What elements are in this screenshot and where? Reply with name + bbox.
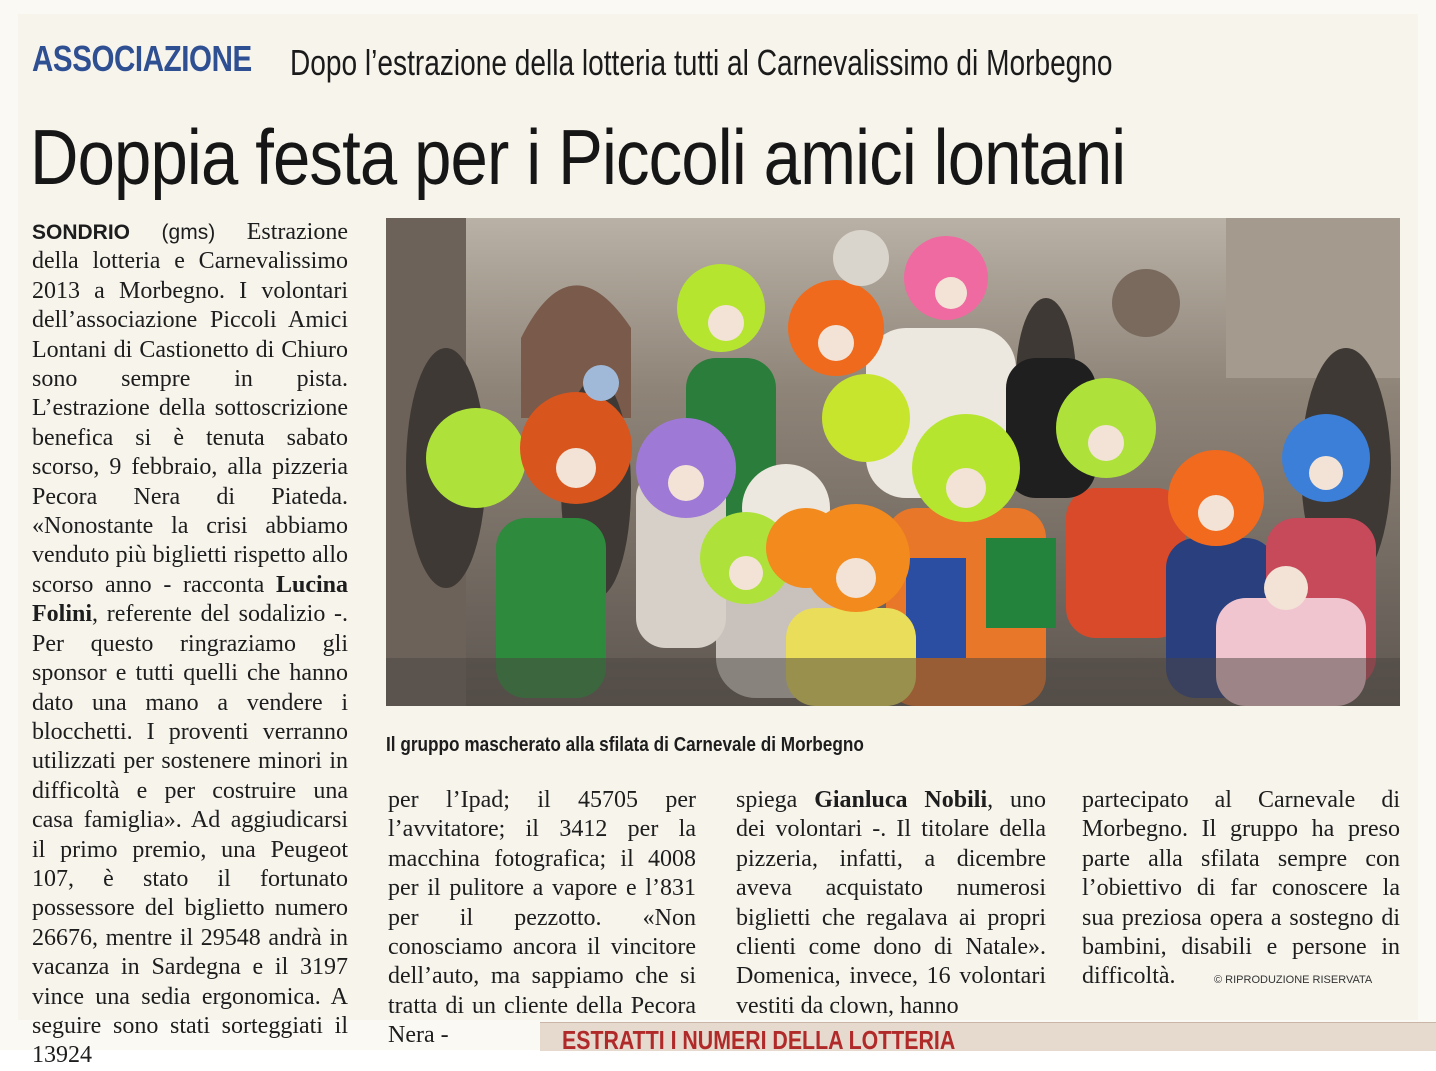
body-text: Estrazione della lotteria e Carnevalissimo 2013 a Morbegno. I volontari dell’associazione Piccoli Amici Lontani di Castionetto di Chiuro sono sempre in pista. L’estrazione della sottoscrizione benefica si è tenuta sabato scorso, 9 febbraio, alla pizzeria Pecora Nera di Piateda. «Nonostante la crisi abbiamo venduto più biglietti rispetto allo scorso anno - racconta (32, 219, 348, 598)
article-photo (386, 218, 1400, 706)
quoted-name: Lucina Folini (32, 571, 348, 628)
section-kicker: ASSOCIAZIONE (32, 38, 252, 79)
copyright-notice: © RIPRODUZIONE RISERVATA (1214, 974, 1373, 986)
photo-caption: Il gruppo mascherato alla sfilata di Carnevale di Morbegno (386, 734, 864, 756)
quoted-name: Gianluca Nobili (814, 787, 988, 813)
body-text: , referente del sodalizio -. Per questo ringraziamo gli sponsor e tutti quelli che hanno dato una mano a vendere i blocchetti. I proventi verranno utilizzati per sostenere minori in difficoltà e per costruire una casa famiglia». Ad aggiudicarsi il primo premio, una Peugeot 107, è stato il fortunato possessore del biglietto numero 26676, mentre il 29548 andrà in vacanza in Sardegna e il 3197 vince una sedia ergonomica. A seguire sono stati sorteggiati il 13924 (32, 601, 348, 1069)
text-column-4: partecipato al Carnevale di Morbegno. Il gruppo ha preso parte alla sfilata sempre con l’obiettivo di far conoscere la sua preziosa opera a sostegno di bambini, disabili e persone in difficoltà. (1082, 787, 1400, 990)
kicker-line (32, 38, 1113, 83)
headline: Doppia festa per i Piccoli amici lontani (30, 113, 1126, 201)
text-column-2: per l’Ipad; il 45705 per l’avvitatore; il 3412 per la macchina fotografica; il 4008 per il pulitore a vapore e l’831 per il pezzotto. «Non conosciamo ancora il vincitore dell’auto, ma sappiamo che si tratta di un cliente della Pecora Nera - (388, 787, 696, 1049)
text-column-3 (736, 786, 1046, 1021)
dateline-place: SONDRIO (32, 221, 131, 244)
body-text: , uno dei volontari -. Il titolare della pizzeria, infatti, a dicembre aveva acquistato numerosi biglietti che regalava ai propri clienti come dono di Natale». Domenica, invece, 16 volontari vestiti da clown, hanno (736, 787, 1047, 1019)
next-article-strip (540, 1022, 1436, 1055)
author-tag: (gms) (161, 221, 216, 244)
body-text: spiega (736, 787, 815, 813)
next-article-title: ESTRATTI I NUMERI DELLA LOTTERIA (562, 1025, 956, 1055)
text-column-1 (32, 218, 348, 1071)
clown-group-photo (386, 218, 1400, 706)
subheadline: Dopo l’estrazione della lotteria tutti al Carnevalissimo di Morbegno (290, 42, 1113, 83)
